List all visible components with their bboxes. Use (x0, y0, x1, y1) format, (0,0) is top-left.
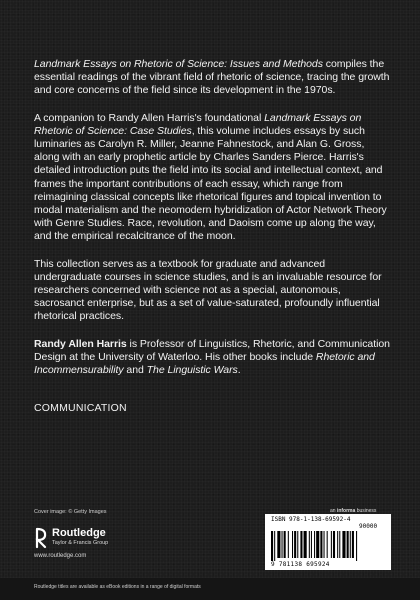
barcode-bar (277, 531, 280, 558)
blurb-text (34, 58, 392, 391)
barcode-bar (284, 531, 286, 558)
audience-paragraph-run: This collection serves as a textbook for graduate and advanced undergraduate courses in science studies, and is an invaluable resource for researchers concerned with science not as a special, autonomous, sacrosanct enterprise, but as a set of value-saturated, profoundly influential rhetorical practices. (34, 257, 382, 323)
barcode-bar (331, 531, 332, 558)
publisher-group: Taylor & Francis Group (52, 540, 109, 546)
description-paragraph (34, 112, 392, 244)
barcode-bar (314, 531, 315, 558)
informa-prefix: an (330, 508, 336, 514)
barcode-bar (339, 531, 340, 558)
publisher-name: Routledge (52, 527, 106, 539)
barcode-bar (297, 531, 298, 558)
publisher-url[interactable]: www.routledge.com (34, 553, 87, 559)
isbn-label: ISBN 978-1-138-69592-4 (271, 516, 351, 523)
description-paragraph-run: , this volume includes essays by such luminaries as Carolyn R. Miller, Jeanne Fahnestock, and Alan G. Gross, along with an early prophetic article by Charles Sanders Pierce. Harris's detailed introduction puts the field into its social and intellectual context, and frames the important contributions of each essay, which range from reimagining classical concepts like rhetorical figures and topical invention to modal materialism and the neomodern hybridization of Actor Network Theory with Genre Studies. Race, revolution, and Daoism come up along the way, and the empirical recalcitrance of the moon. (34, 124, 387, 243)
barcode-bar (350, 531, 351, 558)
author-bio-paragraph-run: . (237, 364, 241, 377)
barcode-bar (282, 531, 283, 558)
isbn-barcode (265, 514, 391, 570)
routledge-mark-icon (34, 527, 48, 549)
barcode-bar (356, 531, 357, 561)
description-paragraph-run: Landmark Essays on Rhetoric of Science: Case Studies (34, 111, 362, 137)
barcode-bar (316, 531, 319, 558)
barcode-bar (320, 531, 322, 558)
author-bio-paragraph-run: Randy Allen Harris (34, 337, 127, 350)
author-bio-paragraph-run: Rhetoric and Incommensurability (34, 350, 375, 377)
cover-image-credit: Cover image: © Getty Images (34, 509, 107, 515)
barcode-bar (324, 531, 325, 558)
intro-paragraph-run: Landmark Essays on Rhetoric of Science: Issues and Methods (34, 58, 323, 70)
barcode-bar (309, 531, 310, 558)
author-bio-paragraph-run: is Professor of Linguistics, Rhetoric, and Communication Design at the University of Waterloo. His other books include (34, 337, 390, 363)
audience-paragraph (34, 258, 392, 324)
barcode-bar (352, 531, 354, 558)
barcode-bar (333, 531, 335, 558)
barcode-bar (342, 531, 345, 558)
barcode-bar (300, 531, 302, 558)
price-addon: 90000 (359, 523, 378, 530)
barcode-bar (327, 531, 328, 558)
barcode-bar (274, 531, 275, 561)
intro-paragraph (34, 58, 392, 98)
subject-category: COMMUNICATION (34, 402, 127, 414)
informa-name: informa (336, 508, 356, 514)
barcode-bar (337, 531, 338, 558)
barcode-bar (271, 531, 273, 561)
description-paragraph-run: A companion to Randy Allen Harris's foundational (34, 111, 265, 124)
barcode-bar (347, 531, 349, 558)
barcode-digits: 9 781138 695924 (271, 561, 330, 568)
barcode-bar (288, 531, 289, 558)
informa-suffix: business (356, 508, 377, 514)
author-bio-paragraph-run: The Linguistic Wars (146, 364, 238, 377)
intro-paragraph-run: compiles the essential readings of the vibrant field of rhetoric of science, tracing the growth and core concerns of the field since its development in the 1970s. (34, 58, 390, 97)
ebook-note: Routledge titles are available as eBook editions in a range of digital formats (34, 584, 201, 590)
author-bio-paragraph (34, 338, 392, 378)
barcode-bar (304, 531, 307, 558)
barcode-bar (294, 531, 296, 558)
barcode-bar (292, 531, 293, 558)
author-bio-paragraph-run: and (123, 364, 147, 377)
barcode-bars (271, 531, 385, 561)
barcode-bar (311, 531, 312, 558)
